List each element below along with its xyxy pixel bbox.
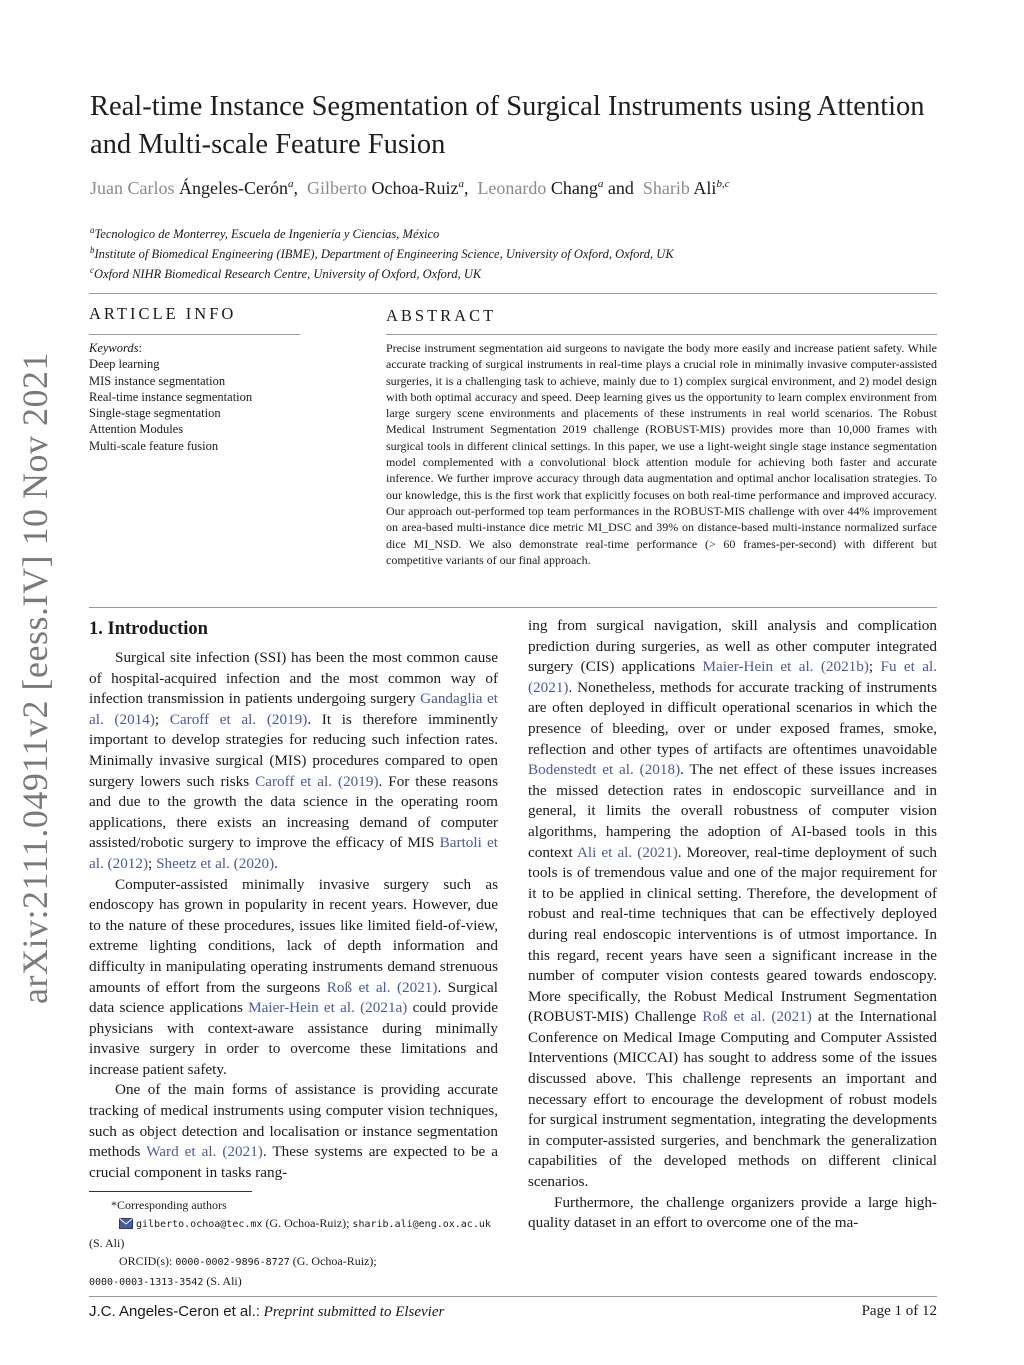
paragraph: Computer-assisted minimally invasive surgery such as endoscopy has grown in popularity in recent years. However, due to the nature of these procedures, issues like limited field-of-view, extreme lighting conditions, lack of depth information and difficulty in manipulating operating instruments demand strenuous amounts of effort from the surgeons Roß et al. (2021). Surgical data science applications Maier-Hein et al. (2021a) could provide physicians with context-aware assistance during minimally invasive surgery in order to overcome these limitations and increase patient safety. <box>89 875 498 1078</box>
citation-link[interactable]: Bartoli et al. (2012) <box>89 834 498 872</box>
divider <box>89 334 300 335</box>
paragraph: ing from surgical navigation, skill analysis and complication prediction during surgeries, as well as other computer integrated surgery (CIS) applications Maier-Hein et al. (2021b); Fu et al. (2021). Nonetheless, methods for accurate tracking of instruments are often deployed in difficult operational scenarios in which the presence of bleeding, over or under exposed frames, smoke, reflection and other types of artifacts are oftentimes unavoidable Bodenstedt et al. (2018). The net effect of these issues increases the missed detection rates in endoscopic surveillance and in general, it limits the overall robustness of computer vision algorithms, hampering the adoption of AI-based tools in this context Ali et al. (2021). Moreover, real-time deployment of such tools is of tremendous value and one of the major requirement for it to be applied in clinical setting. Therefore, the development of robust and real-time techniques that can be effectively deployed during real endoscopic interventions is of utmost importance. In this regard, recent years have seen a significant increase in the number of computer vision contests geared towards endoscopy. More specifically, the Robust Medical Instrument Segmentation (ROBUST-MIS) Challenge Roß et al. (2021) at the International Conference on Medical Image Computing and Computer Assisted Interventions (MICCAI) has sought to address some of the issues discussed above. This challenge represents an important and necessary effort to encourage the development of robust models for surgical instrument segmentation, integrating the developments in computer-assisted surgeries, and benchmark the generalization capabilities of the developed methods on different clinical scenarios. <box>528 617 938 1191</box>
citation-link[interactable]: Caroff et al. (2019) <box>255 772 379 790</box>
page-number: Page 1 of 12 <box>861 1303 937 1319</box>
keyword: Deep learning <box>89 357 160 372</box>
body-column-right <box>528 616 937 1234</box>
citation-link[interactable]: Gandaglia et al. (2014) <box>89 690 498 728</box>
author[interactable]: Juan Carlos Ángeles-Cerón$^a$ <box>90 178 294 198</box>
footer-left: J.C. Angeles-Ceron et al.: Preprint submitted to Elsevier <box>89 1303 445 1320</box>
author[interactable]: Sharib Ali$^{b,c}$ <box>642 178 730 198</box>
author[interactable]: Leonardo Chang$^a$ <box>477 178 604 198</box>
affiliation: $^c$Oxford NIHR Biomedical Research Centre, University of Oxford, Oxford, UK <box>90 265 482 282</box>
divider <box>386 334 937 335</box>
abstract-text: Precise instrument segmentation aid surgeons to navigate the body more easily and increase patient safety. While accurate tracking of surgical instruments in real-time plays a crucial role in minimally invasive computer-assisted surgeries, it is a challenging task to achieve, mainly due to 1) complex surgical environment, and 2) model design with both optimal accuracy and speed. Deep learning gives us the opportunity to learn complex environment from large surgery scene environments and placements of these instruments in real world scenarios. The Robust Medical Instrument Segmentation 2019 challenge (ROBUST-MIS) provides more than 10,000 frames with surgical tools in different clinical settings. In this paper, we use a light-weight single stage instance segmentation model complemented with a convolutional block attention module for achieving both faster and accurate inference. We further improve accuracy through data augmentation and optimal anchor localisation strategies. To our knowledge, this is the first work that explicitly focuses on both real-time performance and improved accuracy. Our approach out-performed top team performances in the ROBUST-MIS challenge with over 44% improvement on area-based multi-instance dice metric MI_DSC and 39% on distance-based multi-instance normalized surface dice MI_NSD. We also demonstrate real-time performance (> 60 frames-per-second) with different but competitive variants of our final approach. <box>386 341 937 567</box>
author-list: Juan Carlos Ángeles-Cerón$^a$, Gilberto Ochoa-Ruiz$^a$, Leonardo Chang$^a$ and Sharib Ali$^{b,c}$ <box>90 178 730 198</box>
citation-link[interactable]: Maier-Hein et al. (2021a) <box>248 999 408 1017</box>
paragraph: Surgical site infection (SSI) has been the most common cause of hospital-acquired infection and the most common way of infection transmission in patients undergoing surgery Gandaglia et al. (2014); Caroff et al. (2019). It is therefore imminently important to develop strategies for reducing such infection rates. Minimally invasive surgical (MIS) procedures compared to open surgery lowers such risks Caroff et al. (2019). For these reasons and due to the growth the data science in the operating room applications, there exists an increasing demand of computer assisted/robotic surgery to improve the efficacy of MIS Bartoli et al. (2012); Sheetz et al. (2020). <box>89 649 499 872</box>
affiliation: $^a$Tecnologico de Monterrey, Escuela de Ingeniería y Ciencias, México <box>90 225 440 242</box>
body-column-left <box>89 648 498 1183</box>
affiliation: $^b$Institute of Biomedical Engineering (IBME), Department of Engineering Science, University of Oxford, Oxford, UK <box>90 245 674 262</box>
paragraph: Furthermore, the challenge organizers provide a large high-quality dataset in an effort to overcome one of the ma- <box>528 1193 937 1232</box>
citation-link[interactable]: Caroff et al. (2019) <box>169 710 308 728</box>
citation-link[interactable]: Maier-Hein et al. (2021b) <box>702 658 869 676</box>
article-info-heading: ARTICLE INFO <box>89 304 237 323</box>
section-heading: 1. Introduction <box>89 619 208 639</box>
keywords-list: Keywords: Deep learning MIS instance segmentation Real-time instance segmentation Single-stage segmentation Attention Modules Multi-scale feature fusion <box>89 340 319 454</box>
email-link[interactable]: gilberto.ochoa@tec.mx <box>136 1219 263 1230</box>
citation-link[interactable]: Fu et al. (2021) <box>528 658 937 696</box>
citation-link[interactable]: Roß et al. (2021) <box>326 978 438 996</box>
citation-link[interactable]: Roß et al. (2021) <box>702 1008 812 1026</box>
arxiv-stamp: arXiv:2111.04911v2 [eess.IV] 10 Nov 2021 <box>15 352 55 1004</box>
divider <box>89 293 937 294</box>
orcid-link[interactable]: 0000-0002-9896-8727 <box>175 1257 290 1268</box>
citation-link[interactable]: Ali et al. (2021) <box>576 843 678 861</box>
footnote-rule <box>89 1191 252 1192</box>
keyword: Multi-scale feature fusion <box>89 438 219 453</box>
divider <box>89 1296 937 1297</box>
abstract-heading: ABSTRACT <box>386 306 497 325</box>
paragraph: One of the main forms of assistance is providing accurate tracking of medical instruments using computer vision techniques, such as object detection and localisation or instance segmentation methods Ward et al. (2021). These systems are expected to be a crucial component in tasks rang- <box>89 1081 499 1181</box>
citation-link[interactable]: Sheetz et al. (2020) <box>156 854 275 872</box>
keyword: Attention Modules <box>89 422 184 437</box>
footnotes: *Corresponding authors gilberto.ochoa@tec.mx (G. Ochoa-Ruiz); sharib.ali@eng.ox.ac.uk (S. Ali) ORCID(s): 0000-0002-9896-8727 (G. Ochoa-Ruiz); 0000-0003-1313-3542 (S. Ali) <box>89 1198 491 1288</box>
author[interactable]: Gilberto Ochoa-Ruiz$^a$ <box>306 178 464 198</box>
divider <box>89 607 937 608</box>
orcid-link[interactable]: 0000-0003-1313-3542 <box>89 1277 204 1288</box>
keyword: Real-time instance segmentation <box>89 389 253 404</box>
corresponding-authors: Corresponding authors <box>117 1198 227 1212</box>
citation-link[interactable]: Bodenstedt et al. (2018) <box>528 761 681 779</box>
paper-title: Real-time Instance Segmentation of Surgical Instruments using Attention and Multi-scale Feature Fusion <box>90 91 925 160</box>
citation-link[interactable]: Ward et al. (2021) <box>146 1143 263 1161</box>
email-icon <box>119 1216 133 1234</box>
keyword: MIS instance segmentation <box>89 373 226 388</box>
email-link[interactable]: sharib.ali@eng.ox.ac.uk <box>352 1219 491 1230</box>
keyword: Single-stage segmentation <box>89 406 221 421</box>
